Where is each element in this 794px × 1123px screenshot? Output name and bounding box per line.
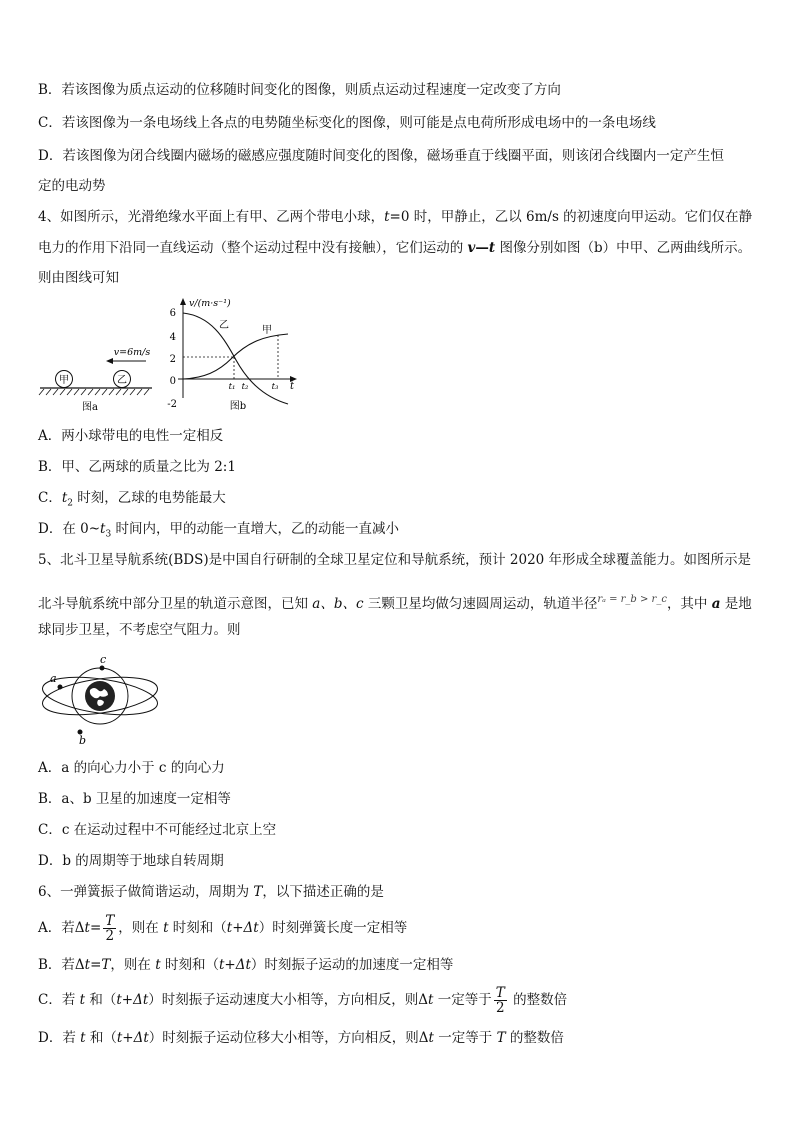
q4-figure-b-vt-graph (166, 296, 301, 414)
x-tick-t2: t₂ (241, 382, 249, 392)
satellite-a (58, 685, 63, 690)
y-axis-label: v/(m·s⁻¹) (189, 298, 231, 309)
satellite-c (100, 666, 105, 671)
q4-stem-line2: 电力的作用下沿同一直线运动（整个运动过程中没有接触），它们运动的 v—t 图像分别如图（b）中甲、乙两曲线所示。 (38, 240, 752, 256)
q5-option-c: C．c 在运动过程中不可能经过北京上空 (38, 822, 277, 838)
y-tick-minus-2: -2 (167, 399, 177, 410)
q5-option-d: D．b 的周期等于地球自转周期 (38, 853, 224, 869)
q4-option-d: D．在 $0\sim t_3$ 时间内，甲的动能一直增大，乙的动能一直减小 (38, 521, 399, 540)
q6-option-c: C．若 t 和（t+Δt）时刻振子运动速度大小相等，方向相反，则Δt 一定等于 $\frac{T}{2}$ 的整数倍 (38, 985, 568, 1016)
satellite-b-label: b (79, 734, 87, 746)
q5-stem-line2: 北斗导航系统中部分卫星的轨道示意图，已知 a、b、c 三颗卫星均做匀速圆周运动，轨道半径$^{r_a = r\_b > r\_c}$，其中 a 是地 (38, 594, 752, 612)
y-tick-6: 6 (169, 308, 176, 319)
q6-stem: 6、一弹簧振子做简谐运动，周期为 T，以下描述正确的是 (38, 884, 384, 900)
q5-option-b: B．a、b 卫星的加速度一定相等 (38, 791, 231, 807)
ball-jia-label: 甲 (59, 375, 69, 386)
y-tick-0: 0 (169, 376, 176, 387)
q4-stem-line3: 则由图线可知 (38, 270, 119, 286)
y-axis-arrow (180, 298, 186, 305)
velocity-label: v=6m/s (113, 347, 151, 358)
curve-jia (183, 334, 288, 379)
x-tick-t1: t₁ (228, 382, 236, 392)
figure-b-caption: 图b (229, 401, 247, 412)
q6-option-a: A．若Δt= $\frac{T}{2}$ ，则在 t 时刻和（t+Δt）时刻弹簧长度一定相等 (38, 913, 408, 944)
q3-option-d-line1: D．若该图像为闭合线圈内磁场的磁感应强度随时间变化的图像，磁场垂直于线圈平面，则该闭合线圈内一定产生恒 (38, 148, 724, 164)
x-tick-t3: t₃ (271, 382, 279, 392)
curve-yi-label: 乙 (219, 320, 229, 331)
q5-orbit-figure (38, 654, 164, 746)
q4-option-c: C．$t_2$ 时刻，乙球的电势能最大 (38, 490, 226, 509)
q3-option-c: C．若该图像为一条电场线上各点的电势随坐标变化的图像，则可能是点电荷所形成电场中的一条电场线 (38, 115, 656, 131)
q5-stem-line1: 5、北斗卫星导航系统(BDS)是中国自行研制的全球卫星定位和导航系统，预计 2020 年形成全球覆盖能力。如图所示是 (38, 552, 752, 568)
ground-hatch (39, 389, 149, 395)
q5-stem-line3: 球同步卫星，不考虑空气阻力。则 (38, 622, 241, 638)
ball-yi-label: 乙 (117, 375, 127, 386)
q4-option-a: A．两小球带电的电性一定相反 (38, 428, 224, 444)
satellite-c-label: c (100, 654, 107, 666)
y-tick-2: 2 (169, 354, 176, 365)
velocity-arrowhead (106, 358, 113, 364)
y-tick-4: 4 (169, 332, 176, 343)
q5-option-a: A．a 的向心力小于 c 的向心力 (38, 760, 225, 776)
curve-jia-label: 甲 (262, 325, 272, 336)
x-axis-label: t (290, 381, 295, 392)
fraction-t-over-2: $\frac{T}{2}$ (105, 913, 115, 944)
q6-option-b: B．若Δt=T，则在 t 时刻和（t+Δt）时刻振子运动的加速度一定相等 (38, 957, 454, 973)
q4-stem-line1: 4、如图所示，光滑绝缘水平面上有甲、乙两个带电小球，t=0 时，甲静止，乙以 6m/s 的初速度向甲运动。它们仅在静 (38, 209, 753, 225)
q4-figure-a (38, 340, 156, 414)
q4-option-b: B．甲、乙两球的质量之比为 2:1 (38, 459, 236, 475)
figure-a-caption: 图a (82, 402, 98, 413)
satellite-a-label: a (50, 672, 57, 685)
q3-option-b: B．若该图像为质点运动的位移随时间变化的图像，则质点运动过程速度一定改变了方向 (38, 82, 561, 98)
fraction-t-over-2: $\frac{T}{2}$ (495, 985, 505, 1016)
q3-option-d-line2: 定的电动势 (38, 178, 106, 194)
q6-option-d: D．若 t 和（t+Δt）时刻振子运动位移大小相等，方向相反，则Δt 一定等于 T 的整数倍 (38, 1030, 564, 1046)
